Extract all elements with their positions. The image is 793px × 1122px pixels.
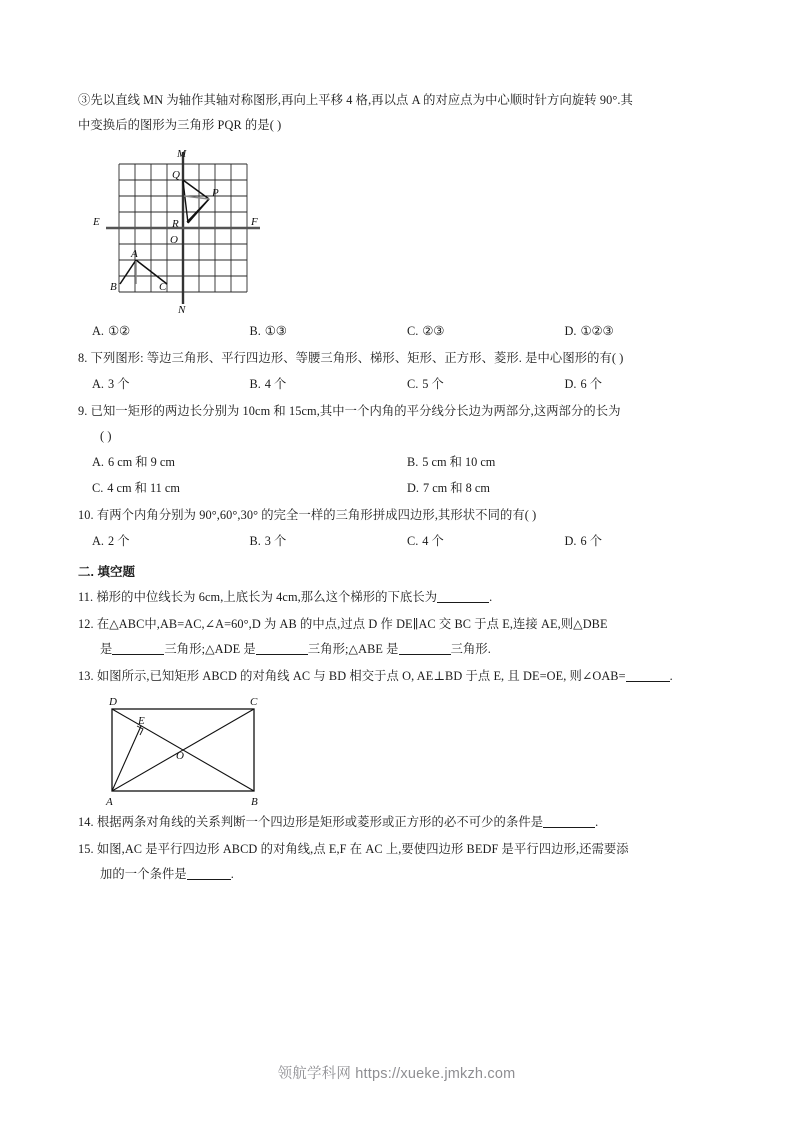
label-B: B [251, 796, 258, 808]
label-D: D [109, 696, 117, 708]
q10-option-b[interactable] [250, 528, 408, 554]
grid-transformation-figure [92, 144, 267, 316]
q13-line [78, 664, 722, 689]
q9-option-a[interactable] [92, 449, 407, 475]
q8-options [78, 371, 722, 397]
q8-option-c-text: 5 个 [422, 377, 444, 391]
question-10 [78, 503, 722, 554]
rectangle-diagonals-figure [96, 693, 281, 808]
q7-option-b-text: ①③ [264, 324, 287, 338]
q12-text-d: 三角形. [450, 642, 491, 656]
q10-option-c-text: 4 个 [422, 534, 444, 548]
q13-answer-blank[interactable] [626, 669, 670, 682]
q8-option-b-text: 4 个 [264, 377, 287, 391]
q9-option-d[interactable] [407, 475, 722, 501]
question-11 [78, 585, 722, 610]
question-14 [78, 810, 722, 835]
label-E: E [93, 216, 100, 228]
q8-option-d[interactable] [565, 371, 723, 397]
q7-line-1: ③先以直线 MN 为轴作其轴对称图形,再向上平移 4 格,再以点 A 的对应点为中心顺时针方向旋转 90°.其 [78, 93, 633, 107]
q7-option-c-label: C. [407, 324, 419, 338]
q10-option-d[interactable] [565, 528, 723, 554]
q15-answer-blank[interactable] [187, 867, 231, 880]
q7-option-a-label: A. [92, 324, 104, 338]
q8-option-a[interactable] [92, 371, 250, 397]
q15-line-1: 15. 如图,AC 是平行四边形 ABCD 的对角线,点 E,F 在 AC 上,要使四边形 BEDF 是平行四边形,还需要添 [78, 842, 629, 856]
label-A: A [131, 248, 138, 260]
q9-options-row-1 [78, 449, 722, 475]
q7-options [78, 318, 722, 344]
q9-option-d-text: 7 cm 和 8 cm [422, 481, 490, 495]
label-R: R [172, 218, 179, 230]
q14-text-before: 14. 根据两条对角线的关系判断一个四边形是矩形或菱形或正方形的必不可少的条件是 [78, 815, 544, 829]
q15-text-before: 加的一个条件是 [100, 867, 187, 881]
question-13 [78, 664, 722, 808]
q8-option-c[interactable] [407, 371, 565, 397]
q11-line [78, 585, 722, 610]
q8-option-a-text: 3 个 [107, 377, 130, 391]
q10-option-a-text: 2 个 [107, 534, 130, 548]
q8-option-b-label: B. [249, 377, 261, 391]
q9-options-row-2 [78, 475, 722, 501]
label-C: C [159, 281, 167, 293]
q13-text-after: . [669, 669, 673, 683]
q9-option-c-text: 4 cm 和 11 cm [107, 481, 180, 495]
label-Q: Q [172, 169, 180, 181]
q10-option-d-text: 6 个 [580, 534, 602, 548]
q9-option-b[interactable] [407, 449, 722, 475]
label-O: O [170, 234, 178, 246]
q11-text-after: . [489, 590, 493, 604]
q12-blank-2[interactable] [256, 642, 308, 655]
q14-line [78, 810, 722, 835]
q8-text: 8. 下列图形: 等边三角形、平行四边形、等腰三角形、梯形、矩形、正方形、菱形. 是中心图形的有( ) [78, 351, 624, 365]
q10-option-b-text: 3 个 [264, 534, 287, 548]
q7-option-c[interactable] [407, 318, 565, 344]
q13-text-before: 13. 如图所示,已知矩形 ABCD 的对角线 AC 与 BD 相交于点 O, AE⊥BD 于点 E, 且 DE=OE, 则∠OAB= [78, 669, 626, 683]
q12-line-2 [78, 637, 722, 662]
grid-figure-svg [92, 144, 267, 316]
q10-options [78, 528, 722, 554]
q8-option-c-label: C. [407, 377, 419, 391]
q9-option-a-text: 6 cm 和 9 cm [107, 455, 175, 469]
question-12 [78, 612, 722, 662]
q7-option-d-label: D. [564, 324, 577, 338]
q10-option-b-label: B. [249, 534, 261, 548]
q9-option-b-text: 5 cm 和 10 cm [422, 455, 496, 469]
label-M: M [177, 148, 187, 160]
q10-option-d-label: D. [564, 534, 577, 548]
q8-option-d-label: D. [564, 377, 577, 391]
label-B: B [110, 281, 117, 293]
q9-line-2: ( ) [100, 429, 112, 443]
page-content [78, 88, 722, 889]
q12-text-b: 三角形;△ADE 是 [164, 642, 256, 656]
segment-ae [112, 726, 141, 791]
q9-option-c-label: C. [92, 481, 104, 495]
q12-line-1: 12. 在△ABC中,AB=AC,∠A=60°,D 为 AB 的中点,过点 D 作 DE∥AC 交 BC 于点 E,连接 AE,则△DBE [78, 617, 608, 631]
label-A: A [106, 796, 113, 808]
label-P: P [212, 187, 219, 199]
q7-option-d[interactable] [565, 318, 723, 344]
q14-answer-blank[interactable] [543, 815, 595, 828]
q7-line-2: 中变换后的图形为三角形 PQR 的是( ) [78, 118, 282, 132]
q15-line-2 [78, 862, 722, 887]
q12-blank-1[interactable] [112, 642, 164, 655]
rectangle-figure-svg [96, 693, 281, 808]
q7-option-c-text: ②③ [422, 324, 445, 338]
q7-option-b[interactable] [250, 318, 408, 344]
q10-option-a-label: A. [92, 534, 104, 548]
q10-option-c[interactable] [407, 528, 565, 554]
q8-option-a-label: A. [92, 377, 104, 391]
q14-text-after: . [595, 815, 599, 829]
q9-option-d-label: D. [407, 481, 419, 495]
question-15 [78, 837, 722, 887]
q8-option-b[interactable] [250, 371, 408, 397]
label-E: E [138, 715, 145, 727]
q10-text: 10. 有两个内角分别为 90°,60°,30° 的完全一样的三角形拼成四边形,其形状不同的有( ) [78, 508, 537, 522]
label-O: O [176, 750, 184, 762]
q10-option-a[interactable] [92, 528, 250, 554]
q9-option-c[interactable] [92, 475, 407, 501]
q8-option-d-text: 6 个 [580, 377, 602, 391]
q12-text-a: 是 [100, 642, 113, 656]
q7-option-d-text: ①②③ [580, 324, 614, 338]
label-N: N [178, 304, 186, 316]
q12-blank-3[interactable] [399, 642, 451, 655]
q7-option-b-label: B. [249, 324, 261, 338]
q7-option-a-text: ①② [107, 324, 131, 338]
question-7-part-3 [78, 88, 722, 344]
q11-text-before: 11. 梯形的中位线长为 6cm,上底长为 4cm,那么这个梯形的下底长为 [78, 590, 438, 604]
q15-text-after: . [230, 867, 234, 881]
question-9 [78, 399, 722, 501]
site-watermark: 领航学科网 https://xueke.jmkzh.com [277, 1066, 516, 1082]
section-2-title: 二. 填空题 [78, 565, 135, 579]
q11-answer-blank[interactable] [437, 590, 489, 603]
q9-option-b-label: B. [407, 455, 419, 469]
q9-option-a-label: A. [92, 455, 104, 469]
label-F: F [251, 216, 258, 228]
q7-option-a[interactable] [92, 318, 250, 344]
label-C: C [250, 696, 258, 708]
q9-line-1: 9. 已知一矩形的两边长分别为 10cm 和 15cm,其中一个内角的平分线分长边为两部分,这两部分的长为 [78, 404, 621, 418]
question-8 [78, 346, 722, 397]
q12-text-c: 三角形;△ABE 是 [307, 642, 399, 656]
q10-option-c-label: C. [407, 534, 419, 548]
